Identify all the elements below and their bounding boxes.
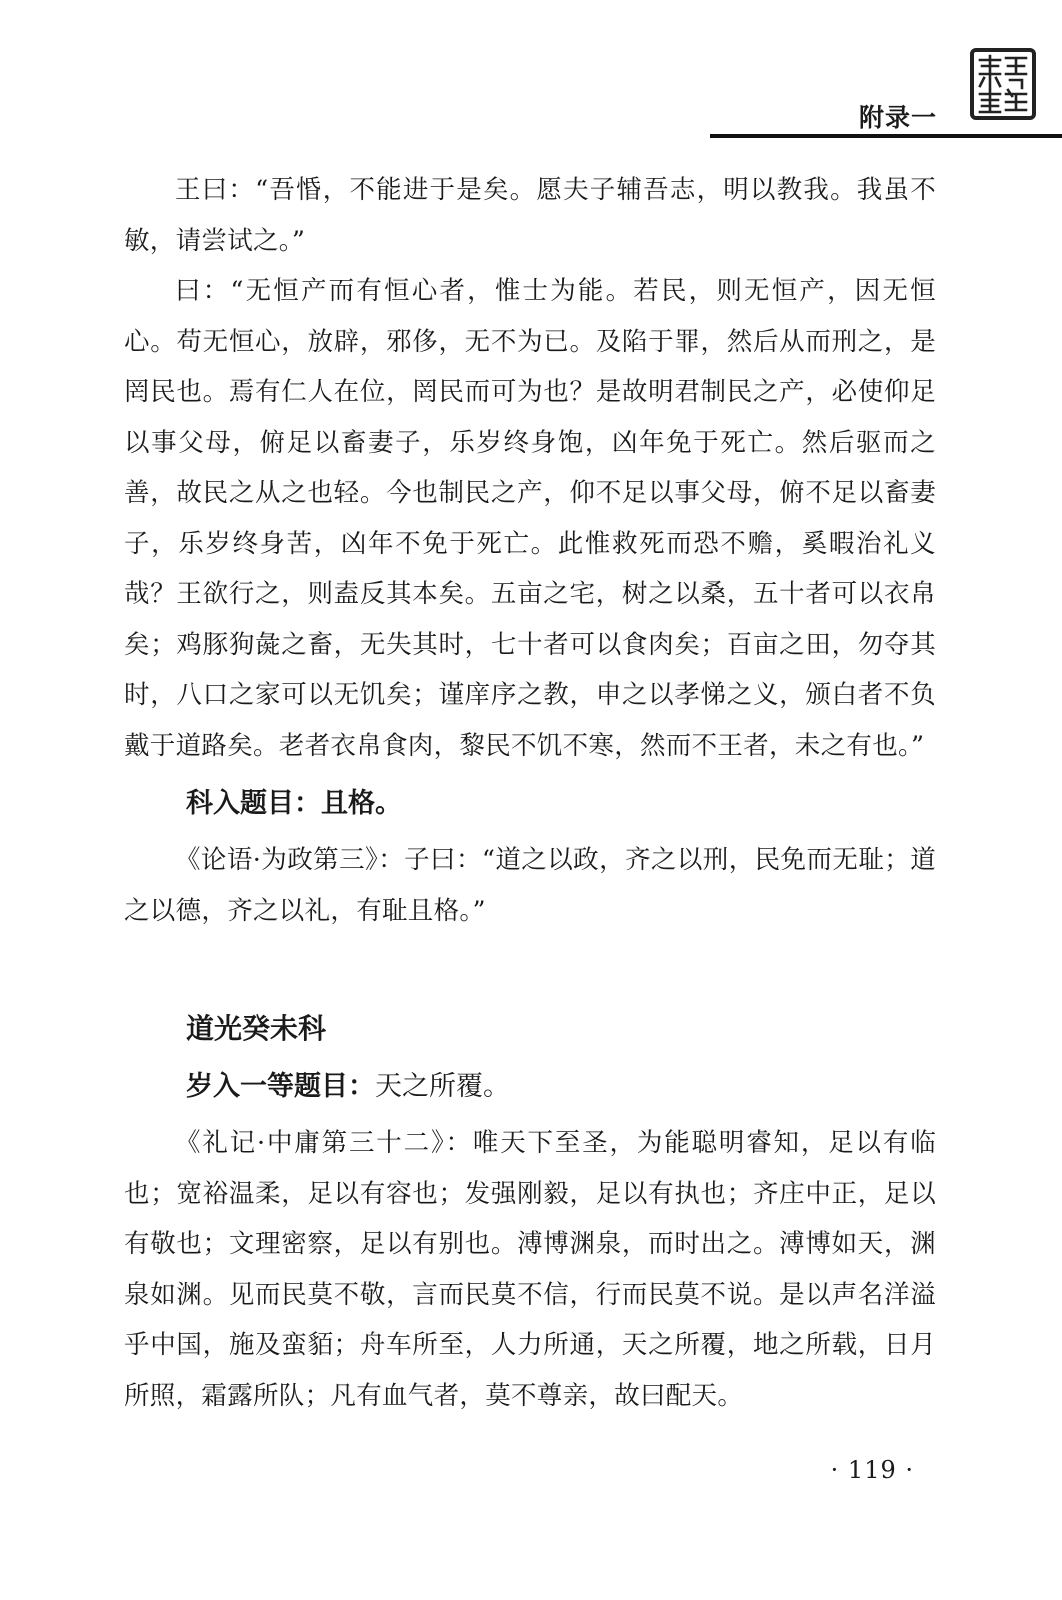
- section-title: 道光癸未科: [186, 1012, 327, 1045]
- header-rule: [710, 134, 1062, 138]
- subheading-label: 岁入一等题目：: [186, 1071, 375, 1102]
- page-content: [124, 165, 936, 1421]
- paragraph-king-speech: 王曰：“吾惛，不能进于是矣。愿夫子辅吾志，明以教我。我虽不敏，请尝试之。”: [124, 175, 936, 256]
- seal-logo: [970, 48, 1036, 120]
- page-header: [0, 0, 1062, 150]
- page-number: · 119 ·: [830, 1456, 914, 1484]
- paragraph-mencius-reply: 曰：“无恒产而有恒心者，惟士为能。若民，则无恒产，因无恒心。苟无恒心，放辟，邪侈，无不为已。及陷于罪，然后从而刑之，是罔民也。焉有仁人在位，罔民而可为也？是故明君制民之产，必使仰足以事父母，俯足以畜妻子，乐岁终身饱，凶年免于死亡。然后驱而之善，故民之从之也轻。今也制民之产，仰不足以事父母，俯不足以畜妻子，乐岁终身苦，凶年不免于死亡。此惟救死而恐不赡，奚暇治礼义哉？王欲行之，则盍反其本矣。五亩之宅，树之以桑，五十者可以衣帛矣；鸡豚狗彘之畜，无失其时，七十者可以食肉矣；百亩之田，勿夺其时，八口之家可以无饥矣；谨庠序之教，申之以孝悌之义，颁白者不负戴于道路矣。老者衣帛食肉，黎民不饥不寒，然而不王者，未之有也。”: [124, 276, 936, 761]
- seal-graphic: [974, 52, 1032, 116]
- paragraph-analects-quote: 《论语·为政第三》：子曰：“道之以政，齐之以刑，民免而无耻；道之以德，齐之以礼，有耻且格。”: [124, 845, 936, 926]
- section-label: 附录一: [858, 103, 937, 132]
- subheading-topic: 天之所覆。: [375, 1071, 510, 1102]
- paragraph-liji-quote: 《礼记·中庸第三十二》：唯天下至圣，为能聪明睿知，足以有临也；宽裕温柔，足以有容也；发强刚毅，足以有执也；齐庄中正，足以有敬也；文理密察，足以有别也。溥博渊泉，而时出之。溥博如天，渊泉如渊。见而民莫不敬，言而民莫不信，行而民莫不说。是以声名洋溢乎中国，施及蛮貊；舟车所至，人力所通，天之所覆，地之所载，日月所照，霜露所队；凡有血气者，莫不尊亲，故曰配天。: [124, 1128, 936, 1411]
- subheading-exam-topic: 科入题目：且格。: [186, 788, 402, 819]
- subheading-first-rank-topic: [124, 1062, 936, 1112]
